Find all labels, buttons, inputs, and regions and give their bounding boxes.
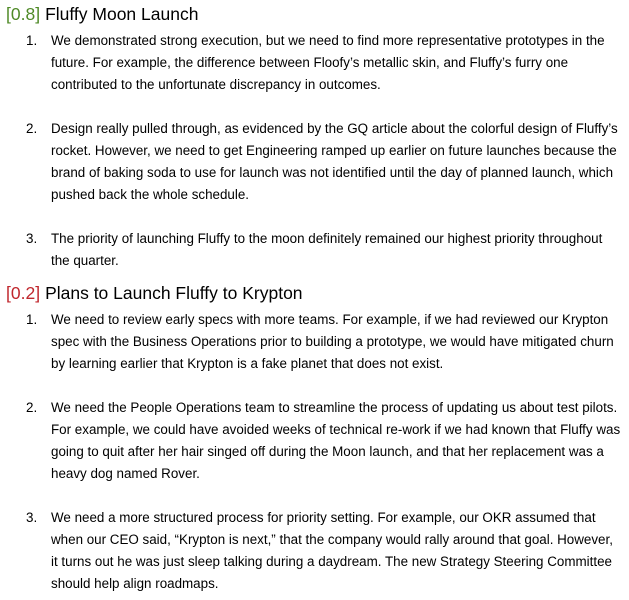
list-item — [6, 309, 623, 375]
section-list — [6, 309, 623, 595]
list-item-number: 2. — [26, 400, 38, 415]
section-title: Plans to Launch Fluffy to Krypton — [45, 283, 303, 303]
section-heading — [6, 3, 623, 25]
section-heading — [6, 282, 623, 304]
list-item — [6, 228, 623, 272]
list-item-text: Design really pulled through, as evidenced by the GQ article about the colorful design of Fluffy’s rocket. However, we need to get Engineering ramped up earlier on future launches because the brand of baking soda to use for launch was not identified until the day of planned launch, which pushed back the whole schedule. — [51, 121, 618, 202]
list-item-text: We demonstrated strong execution, but we need to find more representative prototypes in the future. For example, the difference between Floofy’s metallic skin, and Fluffy’s furry one contributed to the unfortunate discrepancy in outcomes. — [51, 33, 605, 92]
list-item-text: We need to review early specs with more teams. For example, if we had reviewed our Krypton spec with the Business Operations prior to building a prototype, we would have mitigated churn by learning earlier that Krypton is a fake planet that does not exist. — [51, 312, 614, 371]
section-title: Fluffy Moon Launch — [45, 4, 199, 24]
list-item — [6, 507, 623, 595]
section-fluffy-moon-launch — [6, 3, 623, 272]
list-item — [6, 30, 623, 96]
section-plans-launch-fluffy-krypton — [6, 282, 623, 595]
list-item-number: 3. — [26, 510, 38, 525]
list-item-number: 3. — [26, 231, 38, 246]
list-item-number: 1. — [26, 312, 38, 327]
list-item — [6, 118, 623, 206]
list-item — [6, 397, 623, 485]
section-score: [0.2] — [6, 283, 41, 303]
list-item-number: 2. — [26, 121, 38, 136]
list-item-text: We need the People Operations team to streamline the process of updating us about test pilots. For example, we could have avoided weeks of technical re-work if we had known that Fluffy was going to quit after her hair singed off during the Moon launch, and that her replacement was a heavy dog named Rover. — [51, 400, 621, 481]
list-item-text: We need a more structured process for priority setting. For example, our OKR assumed that when our CEO said, “Krypton is next,” that the company would rally around that goal. However, it turns out he was just sleep talking during a daydream. The new Strategy Steering Committee should help align roadmaps. — [51, 510, 613, 591]
section-score: [0.8] — [6, 4, 41, 24]
list-item-text: The priority of launching Fluffy to the moon definitely remained our highest priority throughout the quarter. — [51, 231, 603, 268]
section-list — [6, 30, 623, 272]
list-item-number: 1. — [26, 33, 38, 48]
